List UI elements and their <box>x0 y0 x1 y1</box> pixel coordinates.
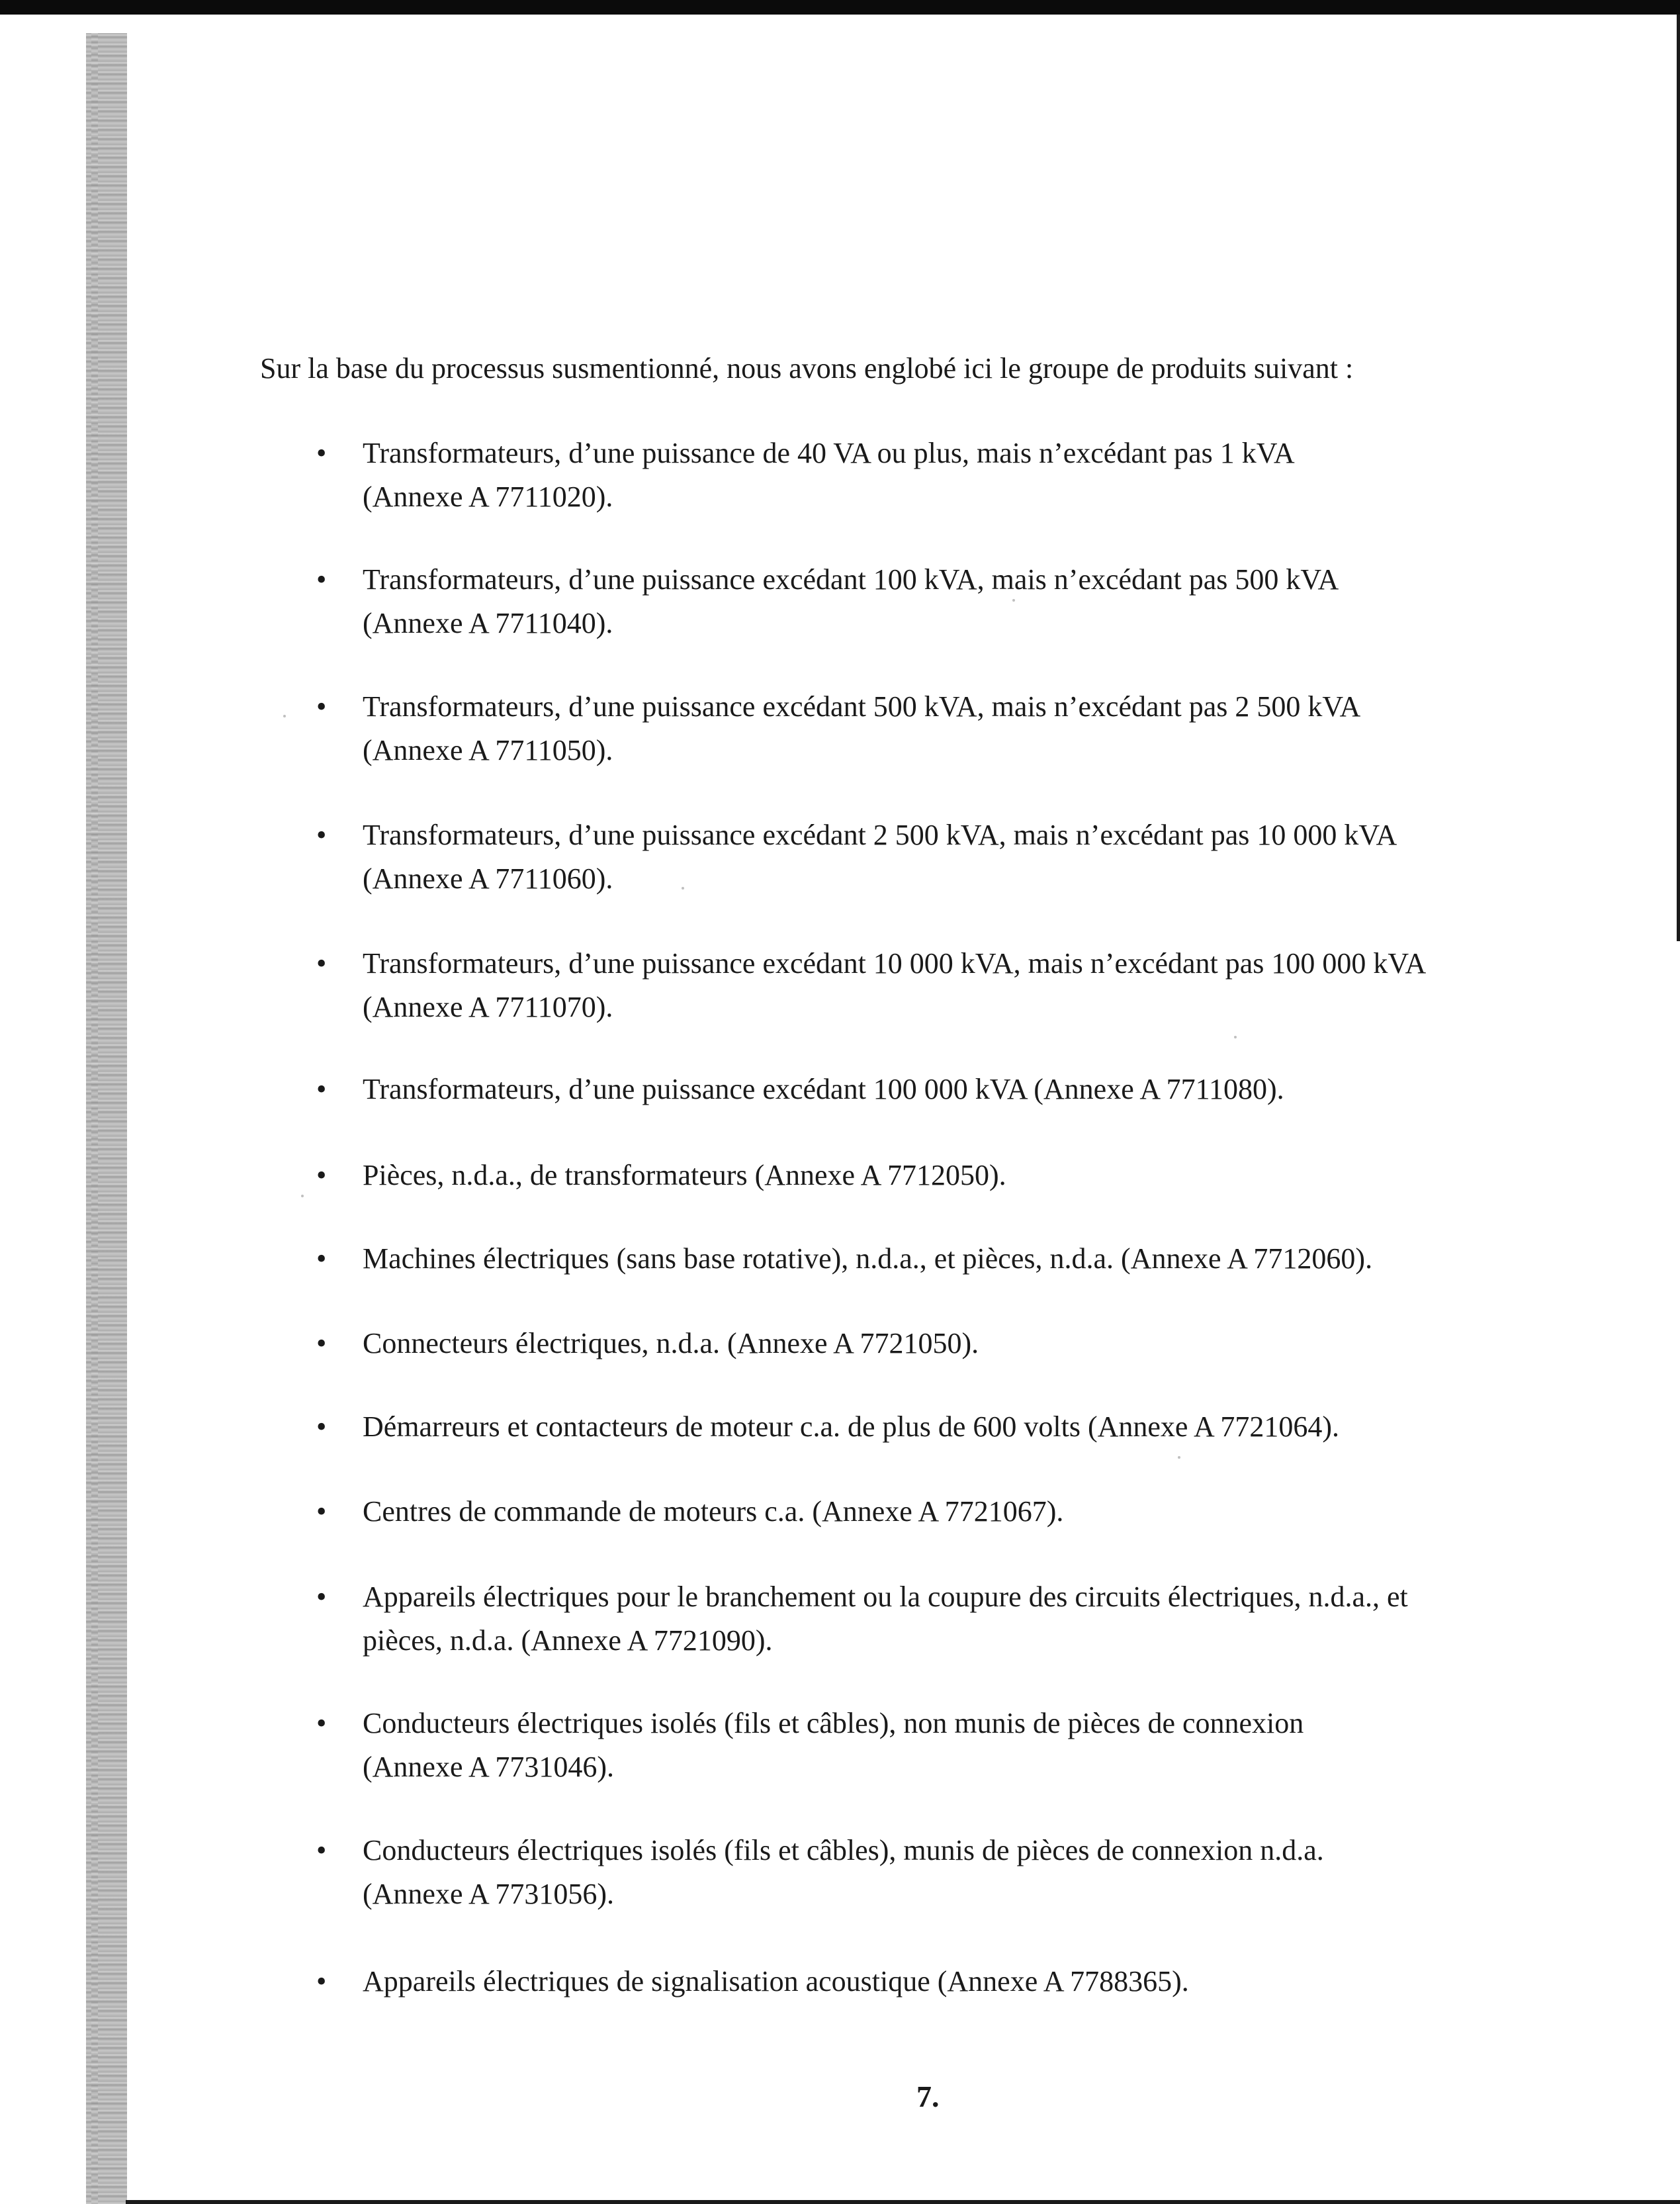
list-item-text: Machines électriques (sans base rotative), n.d.a., et pièces, n.d.a. (Annexe A 7712060). <box>363 1242 1373 1275</box>
bullet-icon: • <box>316 1159 327 1191</box>
list-item-text: Centres de commande de moteurs c.a. (Annexe A 7721067). <box>363 1495 1064 1528</box>
scan-bottom-border <box>126 2200 1680 2204</box>
list-item <box>316 1829 1573 1916</box>
bullet-icon: • <box>316 1834 327 1866</box>
list-item-text: Transformateurs, d’une puissance de 40 VA ou plus, mais n’excédant pas 1 kVA (Annexe A 7711020). <box>363 437 1295 513</box>
list-item-text: Connecteurs électriques, n.d.a. (Annexe A 7721050). <box>363 1327 979 1359</box>
bullet-icon: • <box>316 947 327 980</box>
scan-speck <box>301 1195 304 1197</box>
bullet-icon: • <box>316 437 327 469</box>
list-item <box>316 1702 1573 1789</box>
list-item-text: Transformateurs, d’une puissance excédant 100 000 kVA (Annexe A 7711080). <box>363 1073 1284 1105</box>
list-item <box>316 1490 1573 1534</box>
scan-binding-strip <box>86 33 127 2204</box>
list-item-text: Pièces, n.d.a., de transformateurs (Annexe A 7712050). <box>363 1159 1006 1191</box>
list-item <box>316 1575 1573 1663</box>
scan-speck <box>1178 1456 1180 1459</box>
bullet-icon: • <box>316 1965 327 1997</box>
list-item <box>316 432 1573 519</box>
bullet-icon: • <box>316 1073 327 1105</box>
list-item-text: Appareils électriques de signalisation acoustique (Annexe A 7788365). <box>363 1965 1189 1997</box>
list-item-text: Transformateurs, d’une puissance excédant 100 kVA, mais n’excédant pas 500 kVA (Annexe A 7711040). <box>363 563 1339 639</box>
bullet-icon: • <box>316 1495 327 1528</box>
scan-speck <box>1234 1036 1237 1038</box>
scan-right-border <box>1677 15 1680 941</box>
intro-paragraph: Sur la base du processus susmentionné, nous avons englobé ici le groupe de produits suivant : <box>260 352 1354 385</box>
list-item <box>316 1068 1573 1111</box>
scan-top-border <box>0 0 1680 15</box>
list-item <box>316 1154 1573 1197</box>
list-item <box>316 1405 1573 1449</box>
list-item-text: Transformateurs, d’une puissance excédant 500 kVA, mais n’excédant pas 2 500 kVA (Annexe A 7711050). <box>363 690 1361 766</box>
bullet-icon: • <box>316 1327 327 1359</box>
bullet-icon: • <box>316 1581 327 1613</box>
list-item <box>316 685 1573 772</box>
list-item <box>316 1960 1573 2003</box>
scan-speck <box>283 715 286 717</box>
list-item-text: Transformateurs, d’une puissance excédant 2 500 kVA, mais n’excédant pas 10 000 kVA (Annexe A 7711060). <box>363 819 1397 895</box>
bullet-icon: • <box>316 1410 327 1443</box>
list-item-text: Conducteurs électriques isolés (fils et câbles), non munis de pièces de connexion (Annexe A 7731046). <box>363 1707 1304 1783</box>
bullet-icon: • <box>316 819 327 851</box>
list-item <box>316 942 1573 1029</box>
list-item-text: Démarreurs et contacteurs de moteur c.a. de plus de 600 volts (Annexe A 7721064). <box>363 1410 1340 1443</box>
bullet-icon: • <box>316 563 327 596</box>
list-item-text: Appareils électriques pour le branchement ou la coupure des circuits électriques, n.d.a., et pièces, n.d.a. (Annexe A 7721090). <box>363 1581 1408 1657</box>
list-item <box>316 1237 1573 1281</box>
bullet-icon: • <box>316 690 327 723</box>
page-number: 7. <box>916 2080 940 2113</box>
list-item <box>316 1322 1573 1365</box>
list-item <box>316 558 1573 645</box>
list-item <box>316 813 1573 901</box>
list-item-text: Conducteurs électriques isolés (fils et câbles), munis de pièces de connexion n.d.a. (Annexe A 7731056). <box>363 1834 1324 1910</box>
bullet-icon: • <box>316 1707 327 1739</box>
list-item-text: Transformateurs, d’une puissance excédant 10 000 kVA, mais n’excédant pas 100 000 kVA (Annexe A 7711070). <box>363 947 1427 1023</box>
bullet-icon: • <box>316 1242 327 1275</box>
